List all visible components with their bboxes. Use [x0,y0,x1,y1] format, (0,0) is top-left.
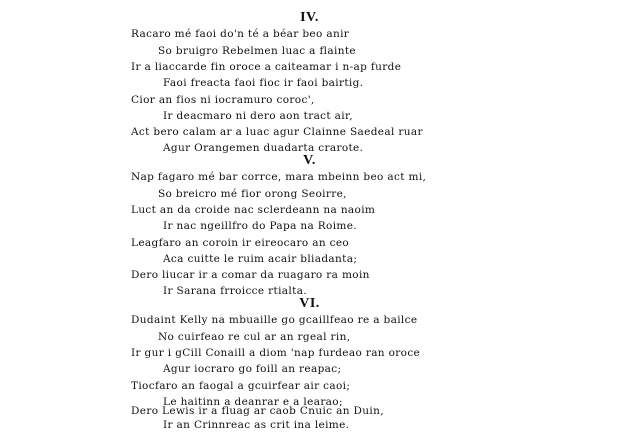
poem-line: Faoi freacta faoi fioc ir faoi bairtig. [163,77,364,89]
poem-line: Ir nac ngeillfro do Papa na Roime. [163,220,357,232]
poem-line: Ir an Crinnreac as crit ina leime. [163,419,350,431]
poem-line: Nap fagaro mé bar corrce, mara mbeinn beo act mi, [131,171,427,183]
poem-line: Racaro mé faoi do'n té a béar beo anir [131,28,350,40]
poem-line: Tiocfaro an faogal a gcuirfear air caoi; [131,380,351,392]
poem-line: No cuirfeao re cul ar an rgeal rin, [158,331,351,343]
stanza-heading-v: V. [303,153,316,168]
poem-line: Leagfaro an coroin ir eireocaro an ceo [131,237,350,249]
poem-line: Ir deacmaro ni dero aon tract air, [163,110,353,122]
poem-line: Dudaint Kelly na mbuaille go gcaillfeao re a bailce [131,314,418,326]
poem-line: Dero liucar ir a comar da ruagaro ra moin [131,269,370,281]
poem-line: Agur iocraro go foill an reapac; [163,363,342,375]
poem-line: Luct an da croide nac sclerdeann na naoim [131,204,376,216]
poem-line: Aca cuitte le ruim acair bliadanta; [163,253,358,265]
poem-line: Agur Orangemen duadarta crarote. [163,142,364,154]
poem-line: Act bero calam ar a luac agur Clainne Saedeal ruar [131,126,423,138]
stanza-heading-iv: IV. [300,10,319,25]
poem-line: Ir Sarana frroicce rtialta. [163,285,307,297]
poem-line: So bruigro Rebelmen luac a flainte [158,45,356,57]
poem-line: Le haitinn a deanrar e a learao; [163,396,343,408]
poem-line: Dero Lewis ir a fluag ar caob Cnuic an Duin, [131,405,384,417]
poem-line: Cior an fios ni iocramuro coroc', [131,94,315,106]
poem-line: So breicro mé fior orong Seoirre, [158,188,347,200]
poem-line: Ir gur i gCill Conaill a diom 'nap furdeao ran oroce [131,347,421,359]
stanza-heading-vi: VI. [299,296,320,311]
poem-line: Ir a liaccarde fin oroce a caiteamar i n-ap furde [131,61,402,73]
